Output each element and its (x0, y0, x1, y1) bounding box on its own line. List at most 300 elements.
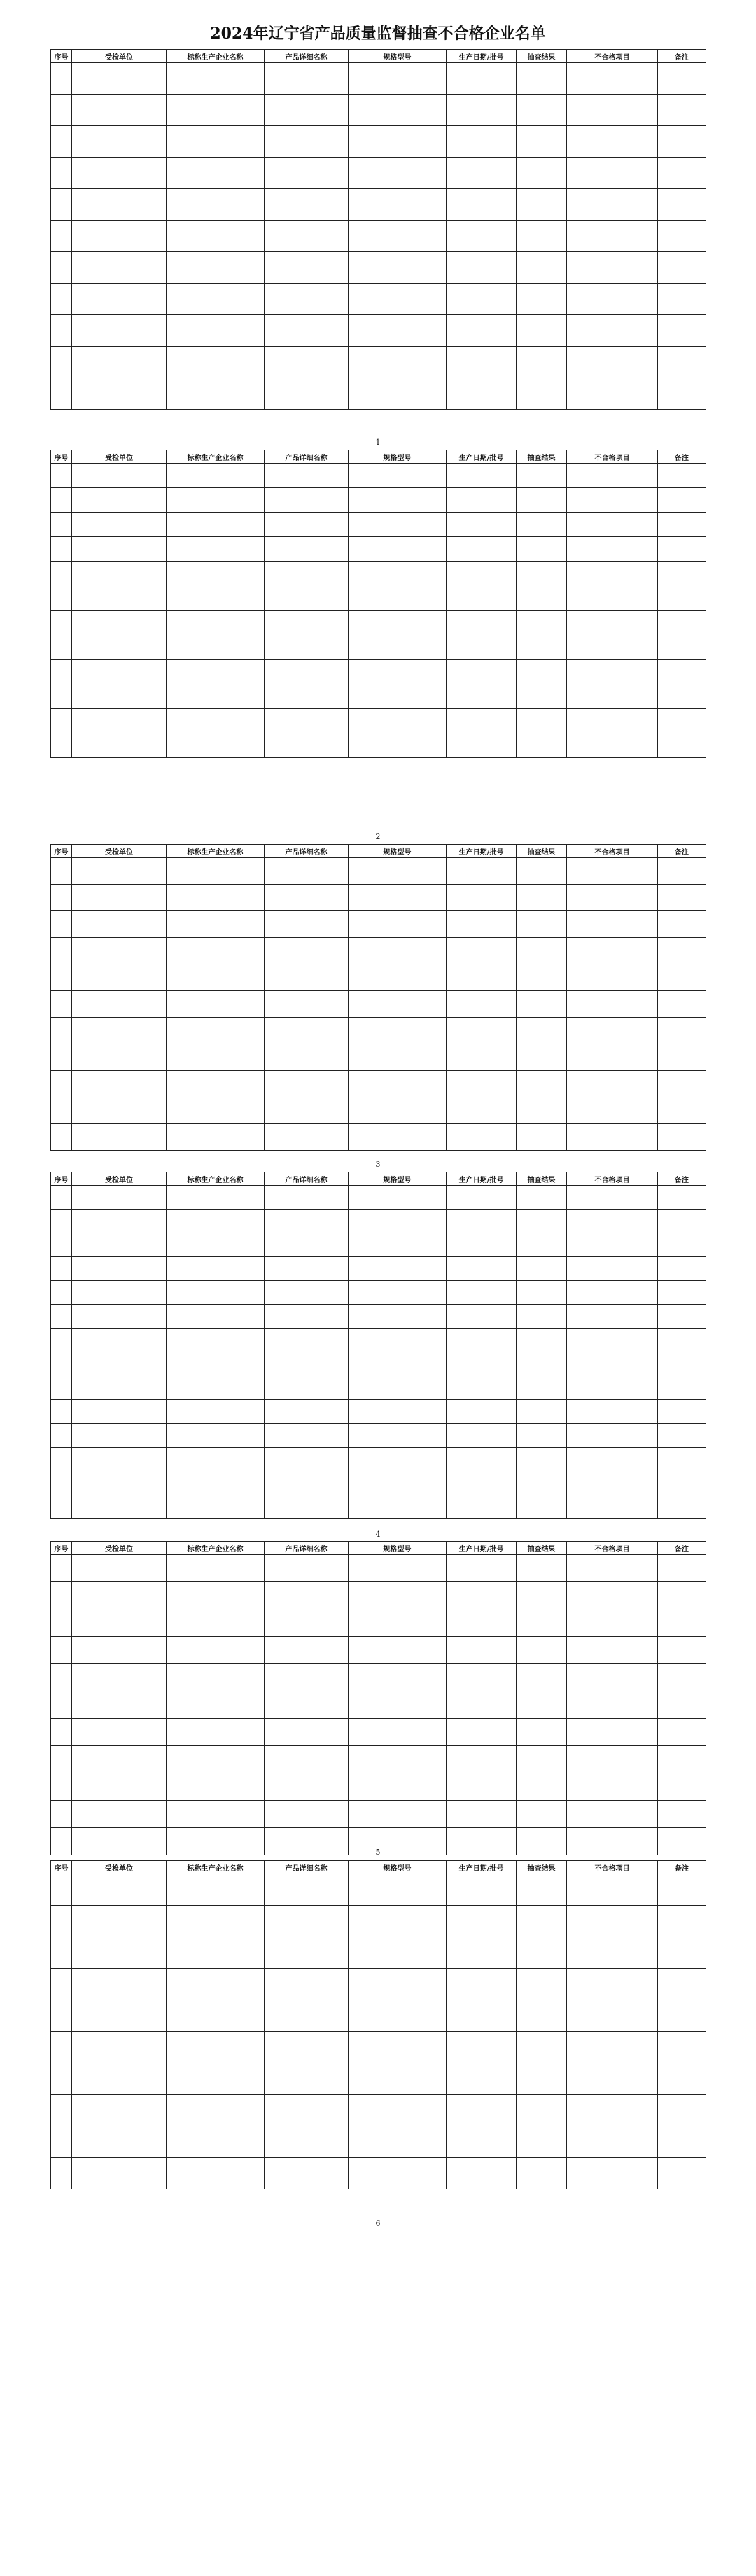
table-cell (658, 488, 706, 513)
table-cell (167, 378, 265, 410)
table-cell (72, 1874, 167, 1906)
table-cell (265, 1969, 349, 2000)
table-row (51, 1969, 706, 2000)
table-cell (167, 858, 265, 885)
table-cell (349, 709, 447, 733)
table-cell (167, 1352, 265, 1376)
table-cell (265, 1691, 349, 1719)
table-cell (658, 733, 706, 758)
table-cell (658, 284, 706, 315)
table-cell (658, 1448, 706, 1471)
table-cell (567, 315, 658, 347)
table-cell (72, 1376, 167, 1400)
table-cell (567, 189, 658, 221)
table-cell (658, 1719, 706, 1746)
table-cell (265, 1773, 349, 1801)
table-cell (517, 1719, 567, 1746)
table-cell (72, 1124, 167, 1151)
table-cell (349, 347, 447, 378)
table-cell (265, 2126, 349, 2158)
table-row (51, 1609, 706, 1637)
table-cell (517, 1773, 567, 1801)
table-cell (51, 488, 72, 513)
table-cell (349, 2095, 447, 2126)
table-cell (51, 513, 72, 537)
table-cell (51, 1210, 72, 1233)
table-cell (658, 1329, 706, 1352)
table-row (51, 611, 706, 635)
table-cell (447, 2158, 517, 2189)
table-cell (517, 1664, 567, 1691)
table-cell (447, 1773, 517, 1801)
table-cell (265, 938, 349, 964)
table-cell (72, 2000, 167, 2032)
table-cell (447, 1874, 517, 1906)
table-cell (51, 885, 72, 911)
table-cell (265, 1874, 349, 1906)
table-cell (567, 1400, 658, 1424)
table-cell (265, 2158, 349, 2189)
table-cell (517, 464, 567, 488)
table-cell (51, 63, 72, 95)
table-cell (349, 252, 447, 284)
table-cell (658, 1071, 706, 1097)
table-row (51, 1582, 706, 1609)
table-cell (72, 1186, 167, 1210)
table-cell (51, 464, 72, 488)
page-number: 6 (375, 2219, 381, 2228)
table-cell (658, 1664, 706, 1691)
table-row (51, 1424, 706, 1448)
table-cell (349, 1329, 447, 1352)
table-cell (72, 991, 167, 1018)
table-cell (167, 635, 265, 660)
table-cell (51, 2063, 72, 2095)
table-cell (349, 611, 447, 635)
table-cell (567, 2158, 658, 2189)
table-cell (265, 1097, 349, 1124)
table-cell (51, 1071, 72, 1097)
table-row (51, 1495, 706, 1519)
column-header: 不合格项目 (567, 1542, 658, 1555)
table-cell (658, 252, 706, 284)
table-cell (349, 2032, 447, 2063)
table-cell (265, 1281, 349, 1305)
table-cell (447, 562, 517, 586)
table-cell (349, 1233, 447, 1257)
table-cell (517, 733, 567, 758)
table-cell (517, 1097, 567, 1124)
column-header: 标称生产企业名称 (167, 1542, 265, 1555)
table-cell (447, 252, 517, 284)
table-cell (447, 938, 517, 964)
table-cell (167, 1044, 265, 1071)
table-cell (567, 1637, 658, 1664)
table-cell (349, 1424, 447, 1448)
table-cell (447, 1018, 517, 1044)
column-header: 标称生产企业名称 (167, 450, 265, 464)
table-cell (167, 709, 265, 733)
table-cell (658, 562, 706, 586)
table-row (51, 586, 706, 611)
table-cell (658, 537, 706, 562)
table-cell (447, 1257, 517, 1281)
table-cell (265, 488, 349, 513)
table-cell (167, 1305, 265, 1329)
column-header: 规格型号 (349, 1861, 447, 1874)
table-cell (167, 1582, 265, 1609)
table-cell (51, 315, 72, 347)
table-cell (658, 189, 706, 221)
column-header: 抽查结果 (517, 1172, 567, 1186)
table-cell (517, 1448, 567, 1471)
table-cell (265, 733, 349, 758)
table-cell (567, 1352, 658, 1376)
table-cell (72, 885, 167, 911)
table-cell (517, 1305, 567, 1329)
table-cell (349, 315, 447, 347)
column-header: 抽查结果 (517, 450, 567, 464)
table-cell (349, 284, 447, 315)
table-cell (447, 1448, 517, 1471)
table-cell (167, 1609, 265, 1637)
table-cell (517, 1376, 567, 1400)
column-header: 受检单位 (72, 450, 167, 464)
table-cell (167, 2032, 265, 2063)
table-cell (447, 586, 517, 611)
table-cell (517, 63, 567, 95)
table-cell (658, 964, 706, 991)
column-header: 抽查结果 (517, 845, 567, 858)
inspection-table-page-3 (50, 844, 706, 1151)
column-header: 标称生产企业名称 (167, 845, 265, 858)
table-cell (265, 562, 349, 586)
table-cell (349, 1874, 447, 1906)
table-cell (447, 347, 517, 378)
table-row (51, 1210, 706, 1233)
table-cell (51, 964, 72, 991)
table-row (51, 1281, 706, 1305)
table-cell (567, 611, 658, 635)
table-cell (265, 1210, 349, 1233)
table-cell (658, 1906, 706, 1937)
column-header: 序号 (51, 50, 72, 63)
table-cell (567, 938, 658, 964)
table-cell (447, 1233, 517, 1257)
table-cell (517, 1495, 567, 1519)
column-header: 规格型号 (349, 1542, 447, 1555)
table-cell (517, 126, 567, 158)
column-header: 受检单位 (72, 1861, 167, 1874)
table-cell (51, 1471, 72, 1495)
table-cell (517, 1400, 567, 1424)
table-cell (265, 1637, 349, 1664)
table-cell (265, 611, 349, 635)
column-header: 备注 (658, 1861, 706, 1874)
table-cell (658, 885, 706, 911)
table-cell (72, 1719, 167, 1746)
table-cell (447, 1352, 517, 1376)
table-cell (265, 1719, 349, 1746)
table-cell (167, 347, 265, 378)
table-cell (72, 95, 167, 126)
table-cell (265, 95, 349, 126)
table-cell (72, 1746, 167, 1773)
table-cell (658, 347, 706, 378)
table-cell (349, 1719, 447, 1746)
page-number: 3 (375, 1160, 381, 1169)
table-cell (447, 1281, 517, 1305)
table-cell (167, 1801, 265, 1828)
table-cell (567, 1874, 658, 1906)
table-cell (447, 1664, 517, 1691)
table-cell (72, 1609, 167, 1637)
table-cell (349, 1044, 447, 1071)
table-cell (72, 284, 167, 315)
document-title: 2024年辽宁省产品质量监督抽查不合格企业名单 (210, 25, 546, 43)
table-row (51, 378, 706, 410)
table-cell (51, 126, 72, 158)
table-cell (72, 635, 167, 660)
table-cell (265, 1801, 349, 1828)
table-cell (167, 2126, 265, 2158)
table-cell (167, 2095, 265, 2126)
table-cell (265, 635, 349, 660)
table-cell (447, 2000, 517, 2032)
table-cell (567, 2063, 658, 2095)
column-header: 备注 (658, 1172, 706, 1186)
table-row (51, 1746, 706, 1773)
table-cell (51, 1352, 72, 1376)
table-row (51, 2126, 706, 2158)
table-cell (265, 1746, 349, 1773)
table-cell (517, 911, 567, 938)
table-cell (72, 1637, 167, 1664)
table-cell (567, 1801, 658, 1828)
table-cell (167, 189, 265, 221)
table-cell (51, 1773, 72, 1801)
table-cell (72, 1773, 167, 1801)
table-cell (349, 1746, 447, 1773)
table-cell (567, 1329, 658, 1352)
table-cell (349, 733, 447, 758)
table-cell (349, 464, 447, 488)
column-header: 序号 (51, 450, 72, 464)
table-cell (349, 1801, 447, 1828)
table-cell (567, 586, 658, 611)
table-cell (167, 938, 265, 964)
table-cell (72, 1906, 167, 1937)
table-row (51, 1906, 706, 1937)
table-cell (349, 1097, 447, 1124)
table-cell (51, 709, 72, 733)
table-cell (658, 1281, 706, 1305)
table-cell (72, 964, 167, 991)
table-cell (349, 1210, 447, 1233)
table-cell (265, 1329, 349, 1352)
table-cell (349, 1609, 447, 1637)
table-cell (167, 1691, 265, 1719)
table-cell (72, 189, 167, 221)
table-cell (72, 1424, 167, 1448)
table-cell (167, 1773, 265, 1801)
table-cell (51, 1937, 72, 1969)
table-cell (447, 1801, 517, 1828)
table-cell (658, 1097, 706, 1124)
table-cell (517, 2158, 567, 2189)
table-cell (51, 189, 72, 221)
table-cell (517, 378, 567, 410)
table-row (51, 885, 706, 911)
table-cell (658, 1044, 706, 1071)
table-row (51, 126, 706, 158)
table-cell (517, 347, 567, 378)
table-row (51, 189, 706, 221)
table-row (51, 221, 706, 252)
table-cell (658, 158, 706, 189)
table-cell (567, 1471, 658, 1495)
table-cell (51, 1424, 72, 1448)
table-cell (447, 1329, 517, 1352)
table-cell (349, 858, 447, 885)
table-cell (72, 684, 167, 709)
table-row (51, 2032, 706, 2063)
table-cell (567, 1097, 658, 1124)
table-cell (51, 158, 72, 189)
table-header-row (51, 450, 706, 464)
table-cell (167, 513, 265, 537)
table-cell (265, 513, 349, 537)
table-cell (167, 1746, 265, 1773)
table-cell (517, 1471, 567, 1495)
table-cell (658, 1555, 706, 1582)
table-cell (349, 1281, 447, 1305)
table-cell (567, 858, 658, 885)
table-cell (658, 611, 706, 635)
table-row (51, 1874, 706, 1906)
column-header: 抽查结果 (517, 50, 567, 63)
table-cell (265, 2063, 349, 2095)
table-row (51, 991, 706, 1018)
table-cell (349, 1906, 447, 1937)
table-cell (167, 660, 265, 684)
table-cell (265, 1186, 349, 1210)
table-cell (658, 1233, 706, 1257)
table-cell (349, 488, 447, 513)
table-cell (265, 221, 349, 252)
table-cell (51, 537, 72, 562)
column-header: 产品详细名称 (265, 1172, 349, 1186)
table-cell (72, 1281, 167, 1305)
table-cell (167, 1874, 265, 1906)
table-cell (265, 1609, 349, 1637)
table-cell (349, 2000, 447, 2032)
table-cell (349, 537, 447, 562)
table-cell (167, 1124, 265, 1151)
table-cell (349, 1186, 447, 1210)
table-cell (658, 1609, 706, 1637)
table-cell (265, 1233, 349, 1257)
column-header: 生产日期/批号 (447, 1542, 517, 1555)
table-cell (265, 315, 349, 347)
table-cell (349, 2158, 447, 2189)
table-cell (447, 1071, 517, 1097)
table-cell (72, 1969, 167, 2000)
table-cell (349, 1071, 447, 1097)
table-cell (51, 1376, 72, 1400)
table-cell (51, 1305, 72, 1329)
table-cell (265, 1424, 349, 1448)
table-cell (447, 1471, 517, 1495)
table-row (51, 1448, 706, 1471)
table-cell (349, 1495, 447, 1519)
column-header: 备注 (658, 50, 706, 63)
table-cell (349, 885, 447, 911)
table-cell (447, 1424, 517, 1448)
table-cell (167, 1555, 265, 1582)
table-cell (517, 991, 567, 1018)
table-cell (517, 684, 567, 709)
table-cell (517, 1124, 567, 1151)
table-cell (167, 1719, 265, 1746)
table-cell (51, 347, 72, 378)
table-cell (517, 189, 567, 221)
table-cell (447, 513, 517, 537)
table-cell (265, 1471, 349, 1495)
table-cell (265, 252, 349, 284)
table-cell (517, 1257, 567, 1281)
table-cell (517, 488, 567, 513)
table-cell (567, 1691, 658, 1719)
column-header: 生产日期/批号 (447, 1861, 517, 1874)
table-row (51, 964, 706, 991)
table-cell (265, 1018, 349, 1044)
table-cell (72, 1582, 167, 1609)
table-cell (567, 221, 658, 252)
table-cell (517, 1582, 567, 1609)
table-header-row (51, 1542, 706, 1555)
table-cell (447, 1305, 517, 1329)
table-cell (51, 684, 72, 709)
table-cell (567, 684, 658, 709)
table-cell (567, 709, 658, 733)
table-cell (447, 1186, 517, 1210)
table-cell (72, 562, 167, 586)
table-cell (517, 635, 567, 660)
table-cell (51, 1746, 72, 1773)
column-header: 受检单位 (72, 845, 167, 858)
table-cell (51, 991, 72, 1018)
table-row (51, 1400, 706, 1424)
table-cell (72, 1044, 167, 1071)
table-cell (51, 938, 72, 964)
table-cell (349, 2126, 447, 2158)
table-cell (72, 513, 167, 537)
table-cell (265, 1582, 349, 1609)
table-cell (349, 1448, 447, 1471)
table-cell (167, 1448, 265, 1471)
table-cell (167, 964, 265, 991)
table-cell (567, 95, 658, 126)
table-cell (447, 635, 517, 660)
table-cell (349, 586, 447, 611)
table-cell (51, 1609, 72, 1637)
column-header: 产品详细名称 (265, 450, 349, 464)
table-cell (567, 1044, 658, 1071)
table-cell (658, 1637, 706, 1664)
table-cell (265, 1376, 349, 1400)
table-cell (517, 513, 567, 537)
